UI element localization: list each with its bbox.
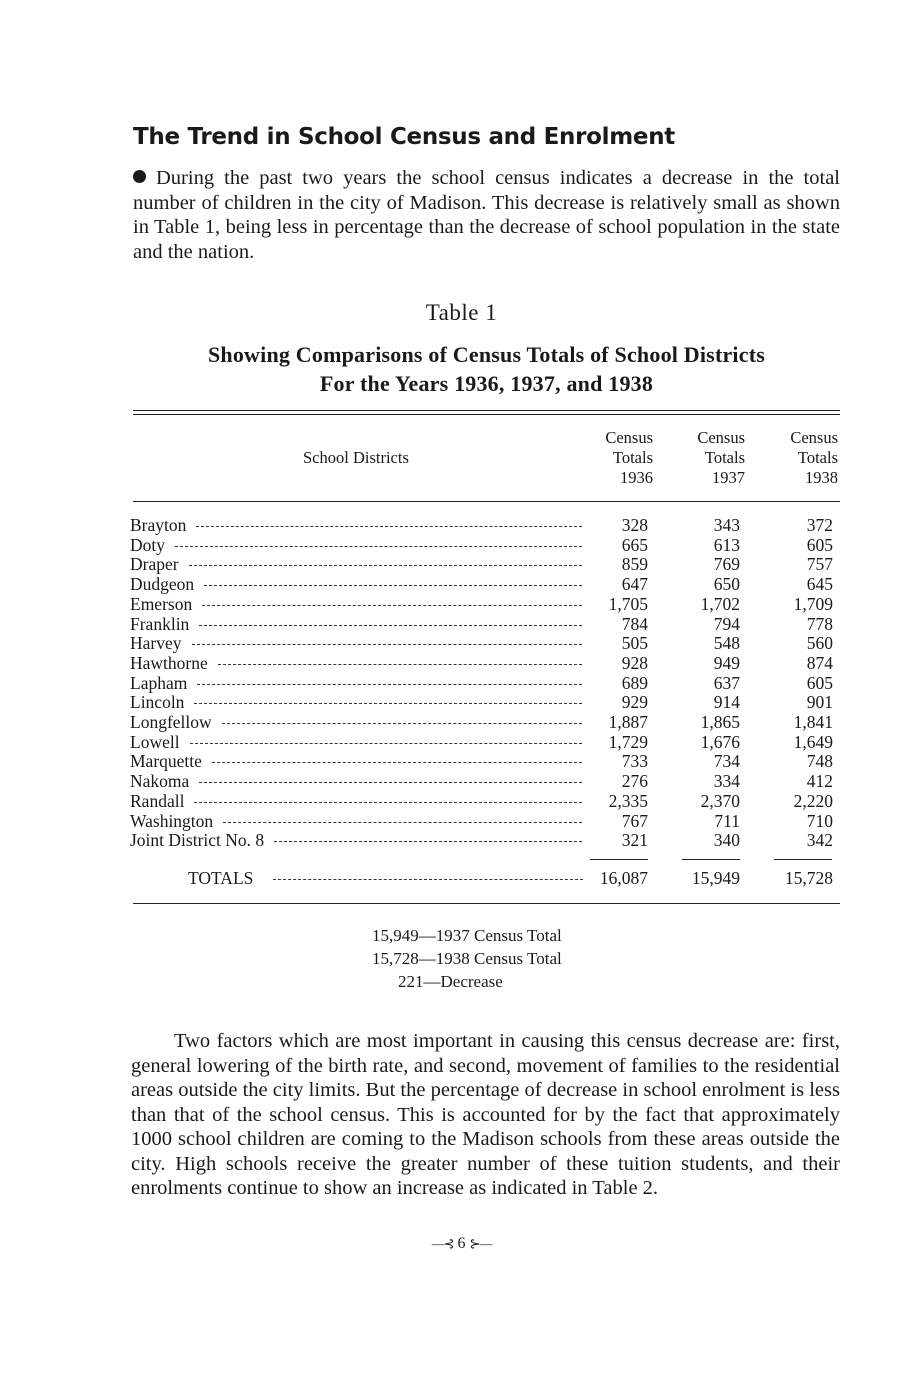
census-1937: 2,370 <box>700 790 740 811</box>
census-1937: 613 <box>713 534 740 555</box>
census-1937: 1,676 <box>700 731 740 752</box>
census-1936: 689 <box>621 672 648 693</box>
district-name: Franklin <box>130 613 190 634</box>
census-1938: 710 <box>806 810 833 831</box>
table-caption-line2: For the Years 1936, 1937, and 1938 <box>319 371 654 396</box>
page-number: 6 <box>457 1235 466 1252</box>
totals-row <box>130 868 840 888</box>
table-row <box>130 574 840 594</box>
column-header-1938 <box>768 428 838 488</box>
census-1938: 757 <box>806 554 833 575</box>
census-1938: 372 <box>806 515 833 535</box>
census-1937: 650 <box>713 574 740 595</box>
column-header-1936 <box>583 428 653 488</box>
table-row <box>130 594 840 614</box>
summary-line-decrease: 221—Decrease <box>398 972 503 991</box>
census-1937: 734 <box>713 751 740 772</box>
totals-1936: 16,087 <box>599 868 648 888</box>
totals-label: TOTALS <box>188 868 254 888</box>
census-1938: 1,649 <box>793 731 833 752</box>
census-1938: 605 <box>806 672 833 693</box>
district-name: Doty <box>130 534 165 555</box>
district-name: Washington <box>130 810 214 831</box>
page-footer <box>0 1235 923 1253</box>
census-1938: 560 <box>806 633 833 654</box>
district-name: Brayton <box>130 515 187 535</box>
leader-dots <box>196 526 582 527</box>
bullet-icon <box>133 170 146 183</box>
district-name: Draper <box>130 554 179 575</box>
census-1938: 778 <box>806 613 833 634</box>
table-row <box>130 692 840 712</box>
closing-paragraph: Two factors which are most important in causing this census decrease are: first, general lowering of the birth rate, and second, movement of families to the residential areas outside the city limits. But the percentage of decrease in school enrolment is less than that of the school census. This is accounted for by the fact that approximately 1000 school children are coming to the Madison schools from these areas outside the city. High schools receive the greater number of these tuition students, and their enrolments continue to show an increase as indicated in Table 2. <box>131 1030 840 1199</box>
census-1936: 784 <box>621 613 648 634</box>
district-name: Longfellow <box>130 712 212 732</box>
district-name: Joint District No. 8 <box>130 830 265 851</box>
table-row <box>130 633 840 653</box>
table-row <box>130 614 840 634</box>
district-name: Emerson <box>130 593 193 614</box>
totals-1938: 15,728 <box>784 868 833 888</box>
summary-line-1938: 15,728—1938 Census Total <box>372 949 562 968</box>
census-1936: 859 <box>621 554 648 575</box>
column-header-line: Census <box>605 428 653 447</box>
leader-dots <box>204 585 582 586</box>
table-top-rule-inner <box>133 414 840 415</box>
census-1938: 2,220 <box>793 790 833 811</box>
census-1937: 769 <box>713 554 740 575</box>
district-name: Lapham <box>130 672 188 693</box>
subtotal-rule-1936 <box>590 859 648 860</box>
table-row <box>130 673 840 693</box>
column-header-line: Census <box>790 428 838 447</box>
table-bottom-rule <box>133 903 840 904</box>
district-name: Lowell <box>130 731 180 752</box>
census-1938: 874 <box>806 652 833 673</box>
column-header-line: Census <box>697 428 745 447</box>
leader-dots <box>194 802 582 803</box>
leader-dots <box>273 879 583 880</box>
census-1938: 342 <box>806 830 833 851</box>
table-row <box>130 811 840 831</box>
leader-dots <box>194 703 582 704</box>
table-row <box>130 771 840 791</box>
column-header-year: 1936 <box>620 468 653 487</box>
leader-dots <box>202 605 582 606</box>
column-header-year: 1937 <box>712 468 745 487</box>
intro-paragraph <box>133 166 840 264</box>
intro-text: During the past two years the school census indicates a decrease in the total number of children in the city of Madison. This decrease is relatively small as shown in Table 1, being less in percentage than the decrease of school population in the state and the nation. <box>133 167 840 263</box>
census-1937: 340 <box>713 830 740 851</box>
census-1936: 1,729 <box>608 731 648 752</box>
table-row <box>130 515 840 535</box>
census-1937: 637 <box>713 672 740 693</box>
census-1937: 548 <box>713 633 740 654</box>
census-1938: 645 <box>806 574 833 595</box>
census-1937: 1,865 <box>700 712 740 732</box>
table-row <box>130 830 840 850</box>
leader-dots <box>212 762 582 763</box>
table-row <box>130 732 840 752</box>
decrease-summary <box>372 924 562 993</box>
leader-dots <box>197 684 582 685</box>
census-1938: 605 <box>806 534 833 555</box>
census-1938: 901 <box>806 692 833 713</box>
census-1938: 748 <box>806 751 833 772</box>
column-header-1937 <box>675 428 745 488</box>
leader-dots <box>192 644 582 645</box>
column-header-line: Totals <box>797 448 838 467</box>
column-header-line: Totals <box>612 448 653 467</box>
census-1936: 665 <box>621 534 648 555</box>
table-row <box>130 751 840 771</box>
districts-header: School Districts <box>303 448 409 467</box>
district-name: Hawthorne <box>130 652 208 673</box>
census-1936: 929 <box>621 692 648 713</box>
leader-dots <box>274 841 582 842</box>
column-header-line: Totals <box>704 448 745 467</box>
leader-dots <box>190 743 582 744</box>
district-name: Randall <box>130 790 185 811</box>
census-1936: 328 <box>621 515 648 535</box>
census-1936: 647 <box>621 574 648 595</box>
subtotal-rule-1938 <box>774 859 832 860</box>
census-1936: 767 <box>621 810 648 831</box>
census-1936: 505 <box>621 633 648 654</box>
census-1937: 334 <box>713 771 740 792</box>
subtotal-rule-1937 <box>682 859 740 860</box>
summary-line-1937: 15,949—1937 Census Total <box>372 926 562 945</box>
census-1938: 412 <box>806 771 833 792</box>
census-1936: 321 <box>621 830 648 851</box>
column-header-year: 1938 <box>805 468 838 487</box>
district-name: Marquette <box>130 751 202 772</box>
leader-dots <box>222 723 582 724</box>
leader-dots <box>175 546 582 547</box>
section-heading: The Trend in School Census and Enrolment <box>133 124 675 150</box>
leader-dots <box>218 664 582 665</box>
table-row <box>130 712 840 732</box>
leader-dots <box>223 822 582 823</box>
census-1937: 914 <box>713 692 740 713</box>
leader-dots <box>199 782 582 783</box>
table-row <box>130 535 840 555</box>
ornament-right-icon: ⊱— <box>469 1236 492 1251</box>
census-1937: 1,702 <box>700 593 740 614</box>
census-1937: 794 <box>713 613 740 634</box>
table-row <box>130 791 840 811</box>
table-row <box>130 554 840 574</box>
district-name: Dudgeon <box>130 574 195 595</box>
table-caption-line1: Showing Comparisons of Census Totals of School Districts <box>207 342 765 367</box>
census-1937: 711 <box>714 810 740 831</box>
census-1936: 733 <box>621 751 648 772</box>
census-1936: 928 <box>621 652 648 673</box>
census-1936: 1,887 <box>608 712 648 732</box>
header-rule <box>133 501 840 502</box>
district-name: Harvey <box>130 633 182 654</box>
table-top-rule <box>133 410 840 411</box>
census-1936: 276 <box>621 771 648 792</box>
census-1936: 2,335 <box>608 790 648 811</box>
district-name: Nakoma <box>130 771 190 792</box>
census-1938: 1,841 <box>793 712 833 732</box>
leader-dots <box>199 625 582 626</box>
census-1937: 949 <box>713 652 740 673</box>
leader-dots <box>189 565 582 566</box>
census-1937: 343 <box>713 515 740 535</box>
totals-1937: 15,949 <box>691 868 740 888</box>
table-caption <box>133 340 840 398</box>
table-row <box>130 653 840 673</box>
census-1938: 1,709 <box>793 593 833 614</box>
ornament-left-icon: —⊰ <box>431 1236 454 1251</box>
census-1936: 1,705 <box>608 593 648 614</box>
table-label: Table 1 <box>425 300 498 325</box>
district-name: Lincoln <box>130 692 185 713</box>
